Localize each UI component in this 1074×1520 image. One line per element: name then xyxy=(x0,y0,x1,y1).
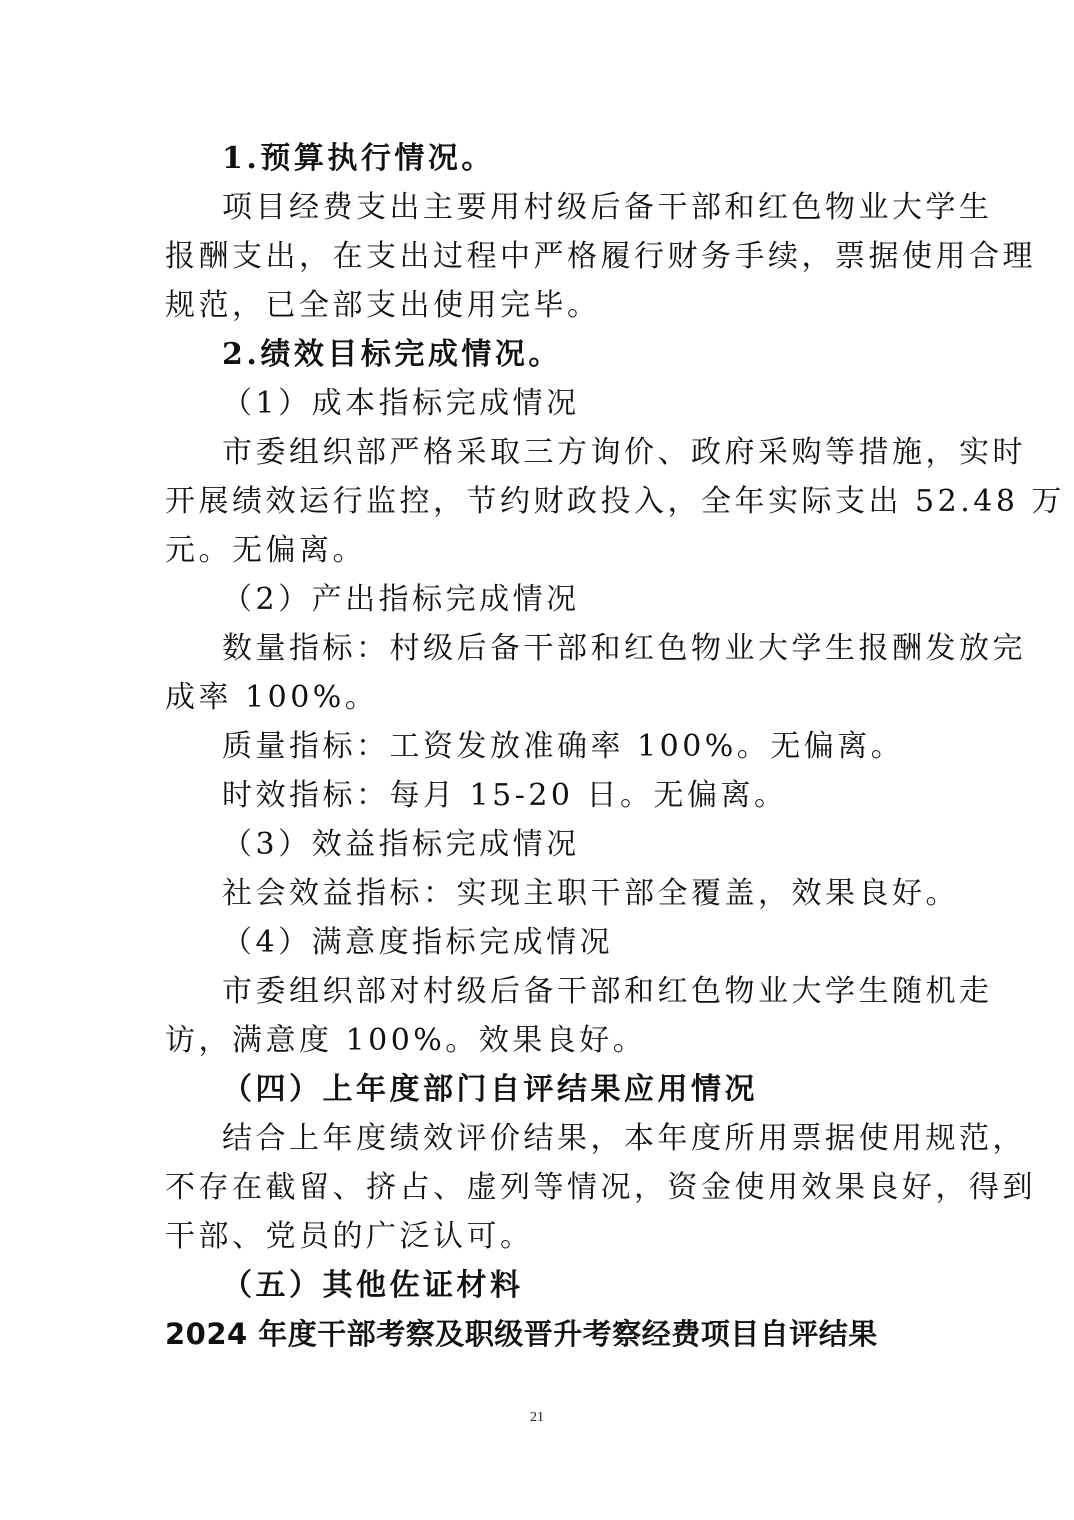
page-number: 21 xyxy=(530,1410,544,1425)
paragraph-line: 质量指标：工资发放准确率 100%。无偏离。 xyxy=(222,729,905,764)
section-heading-performance-goals: 2.绩效目标完成情况。 xyxy=(222,337,562,372)
section-heading-budget-execution: 1.预算执行情况。 xyxy=(222,141,495,176)
section-heading-supporting-materials: （五）其他佐证材料 xyxy=(222,1268,524,1303)
paragraph-line: 结合上年度绩效评价结果，本年度所用票据使用规范， xyxy=(222,1121,1026,1156)
subheading-satisfaction-indicators: （4）满意度指标完成情况 xyxy=(222,925,614,960)
project-title-heading: 2024 年度干部考察及职级晋升考察经费项目自评结果 xyxy=(165,1317,878,1351)
paragraph-line: 规范，已全部支出使用完毕。 xyxy=(165,288,601,323)
paragraph-line: 不存在截留、挤占、虚列等情况，资金使用效果良好，得到 xyxy=(165,1170,1036,1205)
paragraph-line: 干部、党员的广泛认可。 xyxy=(165,1219,534,1254)
paragraph-line: 报酬支出，在支出过程中严格履行财务手续，票据使用合理 xyxy=(165,239,1036,274)
section-heading-previous-year-results: （四）上年度部门自评结果应用情况 xyxy=(222,1072,758,1107)
paragraph-line: 时效指标：每月 15-20 日。无偏离。 xyxy=(222,778,788,813)
paragraph-line: 项目经费支出主要用村级后备干部和红色物业大学生 xyxy=(222,190,993,225)
paragraph-line: 市委组织部严格采取三方询价、政府采购等措施，实时 xyxy=(222,435,1026,470)
subheading-cost-indicators: （1）成本指标完成情况 xyxy=(222,386,580,421)
paragraph-line: 开展绩效运行监控，节约财政投入，全年实际支出 52.48 万 xyxy=(165,484,1065,519)
subheading-output-indicators: （2）产出指标完成情况 xyxy=(222,582,580,617)
paragraph-line: 社会效益指标：实现主职干部全覆盖，效果良好。 xyxy=(222,876,959,911)
paragraph-line: 数量指标：村级后备干部和红色物业大学生报酬发放完 xyxy=(222,631,1026,666)
paragraph-line: 元。无偏离。 xyxy=(165,533,366,568)
paragraph-line: 访，满意度 100%。效果良好。 xyxy=(165,1023,647,1058)
paragraph-line: 市委组织部对村级后备干部和红色物业大学生随机走 xyxy=(222,974,993,1009)
subheading-benefit-indicators: （3）效益指标完成情况 xyxy=(222,827,580,862)
paragraph-line: 成率 100%。 xyxy=(165,680,379,715)
